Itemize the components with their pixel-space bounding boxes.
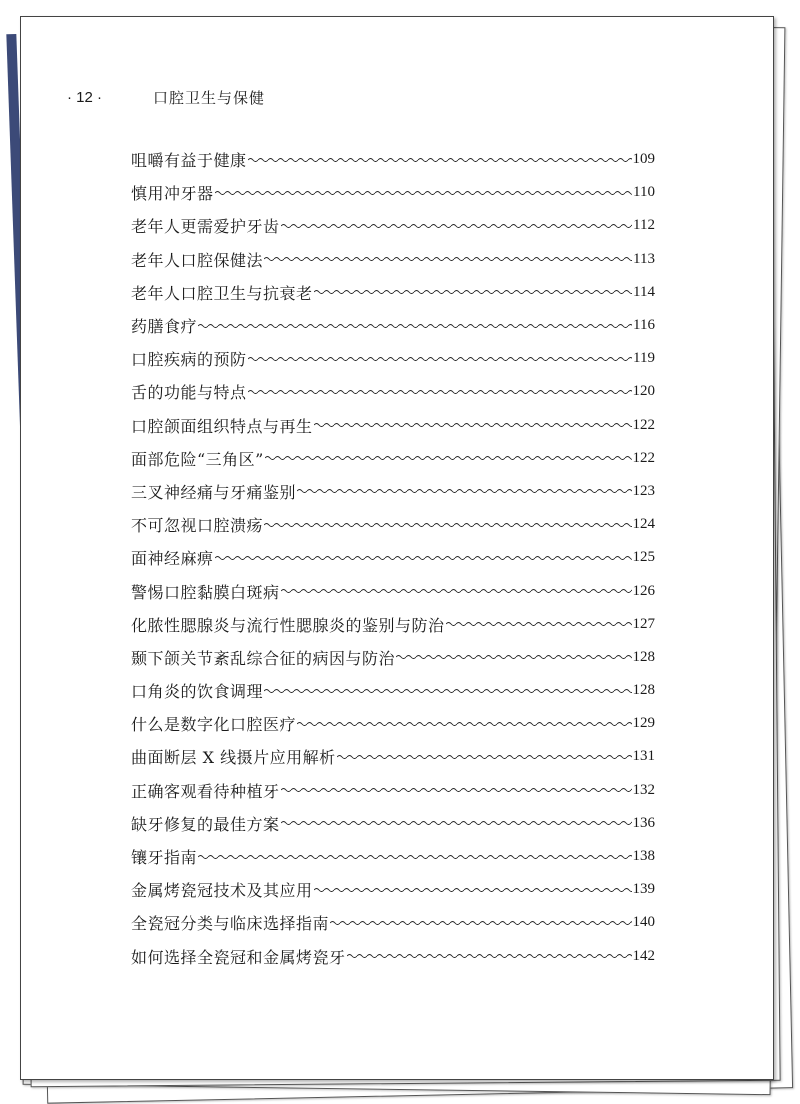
toc-wavy-leader bbox=[248, 155, 632, 165]
toc-wavy-leader bbox=[314, 885, 632, 895]
toc-wavy-leader bbox=[347, 951, 632, 961]
toc-entry-page-number: 128 bbox=[632, 648, 655, 665]
toc-wavy-leader bbox=[215, 553, 632, 563]
toc-entry[interactable] bbox=[131, 409, 655, 442]
toc-entry[interactable] bbox=[131, 209, 655, 242]
toc-entry-page-number: 136 bbox=[632, 814, 655, 831]
toc-entry[interactable] bbox=[131, 807, 655, 840]
toc-wavy-leader bbox=[297, 719, 631, 729]
toc-entry-page-number: 110 bbox=[633, 184, 655, 201]
toc-entry-page-number: 126 bbox=[632, 582, 655, 599]
toc-entry-page-number: 127 bbox=[632, 615, 655, 632]
toc-wavy-leader bbox=[215, 188, 633, 198]
toc-wavy-leader bbox=[446, 619, 632, 629]
toc-wavy-leader bbox=[198, 852, 631, 862]
toc-entry-page-number: 120 bbox=[632, 383, 655, 400]
toc-entry[interactable] bbox=[131, 840, 655, 873]
toc-entry-page-number: 114 bbox=[633, 283, 655, 300]
toc-entry-page-number: 139 bbox=[632, 881, 655, 898]
toc-entry-page-number: 125 bbox=[632, 549, 655, 566]
toc-entry-title: 三叉神经痛与牙痛鉴别 bbox=[131, 482, 297, 502]
toc-entry-title: 镶牙指南 bbox=[131, 848, 198, 868]
toc-entry-title: 老年人口腔保健法 bbox=[131, 250, 264, 270]
toc-wavy-leader bbox=[281, 818, 632, 828]
toc-entry-page-number: 129 bbox=[632, 715, 655, 732]
toc-entry-title: 曲面断层 X 线摄片应用解析 bbox=[131, 748, 336, 768]
toc-entry-title: 药膳食疗 bbox=[131, 317, 198, 337]
toc-entry-title: 口角炎的饮食调理 bbox=[131, 682, 264, 702]
toc-entry-title: 面部危险“三角区” bbox=[131, 449, 264, 469]
toc-wavy-leader bbox=[297, 486, 631, 496]
toc-entry-page-number: 119 bbox=[633, 350, 655, 367]
toc-entry[interactable] bbox=[131, 641, 655, 674]
toc-entry[interactable] bbox=[131, 674, 655, 707]
toc-entry-page-number: 122 bbox=[632, 449, 655, 466]
toc-entry[interactable] bbox=[131, 940, 655, 973]
toc-entry-page-number: 132 bbox=[632, 781, 655, 798]
toc-wavy-leader bbox=[198, 321, 632, 331]
toc-entry-title: 警惕口腔黏膜白斑病 bbox=[131, 582, 280, 602]
table-of-contents bbox=[131, 143, 655, 973]
toc-wavy-leader bbox=[337, 752, 632, 762]
toc-entry-page-number: 116 bbox=[633, 317, 655, 334]
toc-wavy-leader bbox=[281, 785, 632, 795]
toc-entry-page-number: 112 bbox=[633, 217, 655, 234]
toc-entry-page-number: 113 bbox=[633, 250, 655, 267]
toc-entry-page-number: 109 bbox=[632, 151, 655, 168]
toc-entry-page-number: 122 bbox=[632, 416, 655, 433]
toc-entry[interactable] bbox=[131, 276, 655, 309]
toc-entry-title: 颞下颌关节紊乱综合征的病因与防治 bbox=[131, 648, 396, 668]
toc-entry[interactable] bbox=[131, 176, 655, 209]
toc-entry[interactable] bbox=[131, 375, 655, 408]
toc-entry-title: 正确客观看待种植牙 bbox=[131, 781, 280, 801]
toc-entry[interactable] bbox=[131, 475, 655, 508]
toc-entry-page-number: 124 bbox=[632, 516, 655, 533]
toc-entry-title: 老年人口腔卫生与抗衰老 bbox=[131, 283, 313, 303]
toc-entry[interactable] bbox=[131, 442, 655, 475]
toc-entry-title: 什么是数字化口腔医疗 bbox=[131, 715, 297, 735]
toc-wavy-leader bbox=[264, 254, 632, 264]
toc-entry[interactable] bbox=[131, 873, 655, 906]
book-title: 口腔卫生与保健 bbox=[153, 90, 266, 107]
toc-entry-title: 慎用冲牙器 bbox=[131, 184, 214, 204]
toc-entry-title: 缺牙修复的最佳方案 bbox=[131, 814, 280, 834]
toc-entry-title: 口腔颌面组织特点与再生 bbox=[131, 416, 313, 436]
toc-entry[interactable] bbox=[131, 740, 655, 773]
toc-entry-title: 老年人更需爱护牙齿 bbox=[131, 217, 280, 237]
toc-entry[interactable] bbox=[131, 243, 655, 276]
toc-entry-title: 舌的功能与特点 bbox=[131, 383, 247, 403]
toc-entry[interactable] bbox=[131, 508, 655, 541]
toc-entry-title: 面神经麻痹 bbox=[131, 549, 214, 569]
toc-entry[interactable] bbox=[131, 574, 655, 607]
toc-entry-title: 化脓性腮腺炎与流行性腮腺炎的鉴别与防治 bbox=[131, 615, 445, 635]
toc-entry[interactable] bbox=[131, 608, 655, 641]
toc-entry-title: 不可忽视口腔溃疡 bbox=[131, 516, 264, 536]
toc-wavy-leader bbox=[314, 420, 632, 430]
toc-wavy-leader bbox=[248, 354, 633, 364]
toc-entry[interactable] bbox=[131, 906, 655, 939]
page-number: · 12 · bbox=[67, 89, 103, 106]
toc-entry-page-number: 131 bbox=[632, 748, 655, 765]
toc-wavy-leader bbox=[314, 287, 633, 297]
toc-wavy-leader bbox=[396, 652, 631, 662]
toc-entry[interactable] bbox=[131, 143, 655, 176]
toc-wavy-leader bbox=[265, 453, 632, 463]
toc-entry[interactable] bbox=[131, 541, 655, 574]
toc-entry-page-number: 140 bbox=[632, 914, 655, 931]
toc-entry[interactable] bbox=[131, 774, 655, 807]
toc-entry-title: 口腔疾病的预防 bbox=[131, 350, 247, 370]
toc-entry[interactable] bbox=[131, 707, 655, 740]
toc-entry-title: 如何选择全瓷冠和金属烤瓷牙 bbox=[131, 947, 346, 967]
toc-entry-title: 金属烤瓷冠技术及其应用 bbox=[131, 881, 313, 901]
toc-entry[interactable] bbox=[131, 309, 655, 342]
toc-entry-title: 全瓷冠分类与临床选择指南 bbox=[131, 914, 330, 934]
toc-entry-page-number: 123 bbox=[632, 482, 655, 499]
toc-entry-page-number: 128 bbox=[632, 682, 655, 699]
toc-wavy-leader bbox=[281, 221, 633, 231]
toc-entry-page-number: 138 bbox=[632, 848, 655, 865]
toc-wavy-leader bbox=[281, 586, 632, 596]
toc-entry-page-number: 142 bbox=[632, 947, 655, 964]
toc-wavy-leader bbox=[264, 686, 631, 696]
toc-entry-title: 咀嚼有益于健康 bbox=[131, 151, 247, 171]
toc-wavy-leader bbox=[264, 520, 631, 530]
toc-wavy-leader bbox=[330, 918, 631, 928]
book-page bbox=[20, 16, 774, 1080]
running-header bbox=[67, 87, 265, 108]
toc-wavy-leader bbox=[248, 387, 632, 397]
toc-entry[interactable] bbox=[131, 342, 655, 375]
